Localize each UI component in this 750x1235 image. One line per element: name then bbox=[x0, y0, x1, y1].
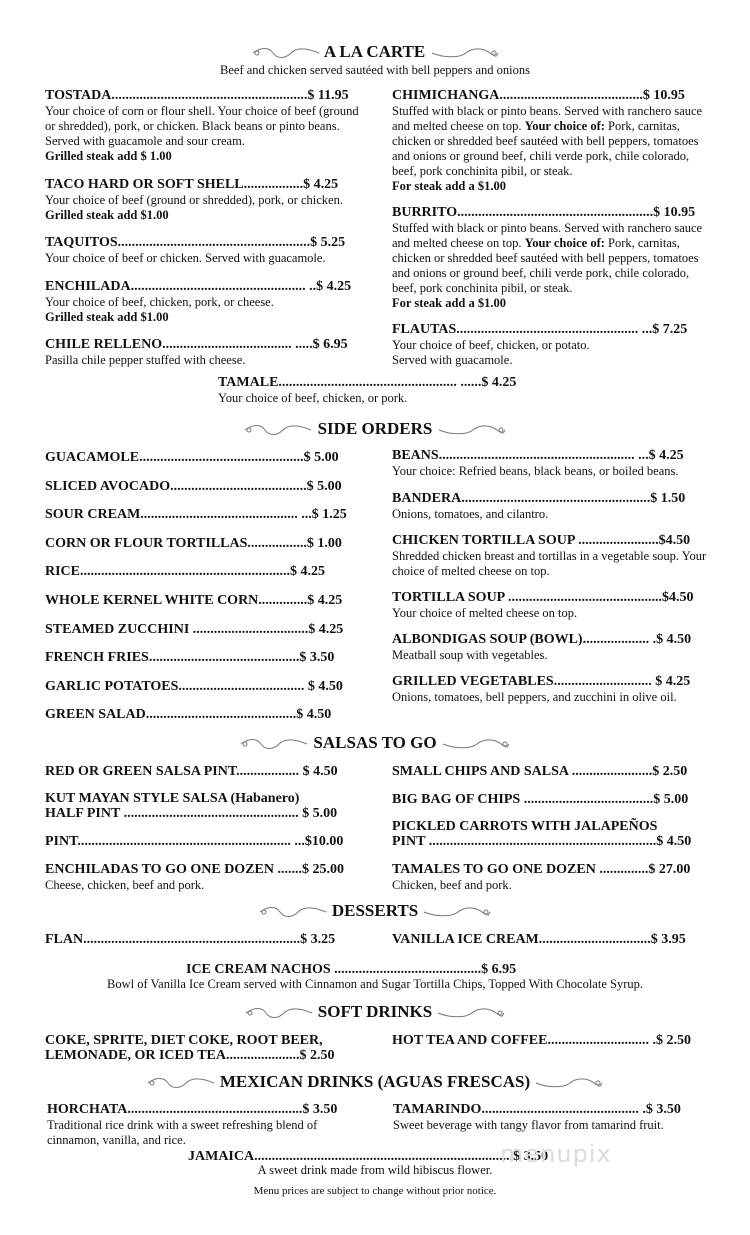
item-line: TOSTADA........................................................$ 11.95 bbox=[45, 88, 349, 103]
menu-item-bandera bbox=[392, 490, 707, 522]
salsa-item-name: PICKLED CARROTS WITH JALAPEÑOS bbox=[392, 819, 658, 834]
item-extra: For steak add a $1.00 bbox=[392, 179, 507, 193]
drink-item-name: COKE, SPRITE, DIET COKE, ROOT BEER, bbox=[45, 1033, 323, 1048]
section-title: SOFT DRINKS bbox=[317, 1002, 433, 1021]
menu-item-albondigas bbox=[392, 631, 707, 663]
drink-item: LEMONADE, OR ICED TEA.....................$ 2.50 bbox=[45, 1048, 335, 1063]
item-desc: Pork, carnitas, chicken or shredded beef sautéed with bell peppers, tomatoes and onions or ground beef, chili verde pork, chile colorado, beef, pork conchinita pibil, or steak. bbox=[392, 119, 699, 178]
item-line: FLAUTAS.................................................... ...$ 7.25 bbox=[392, 322, 688, 337]
side-item: WHOLE KERNEL WHITE CORN..............$ 4.25 bbox=[45, 592, 343, 608]
side-item: SLICED AVOCADO.......................................$ 5.00 bbox=[45, 478, 342, 494]
section-a-la-carte bbox=[0, 42, 750, 62]
item-line: ALBONDIGAS SOUP (BOWL)................... .$ 4.50 bbox=[392, 632, 692, 647]
section-title: A LA CARTE bbox=[323, 42, 426, 61]
item-desc: A sweet drink made from wild hibiscus flower. bbox=[257, 1163, 493, 1177]
menu-item-grilled-vegetables bbox=[392, 673, 707, 705]
menu-item-tamarindo bbox=[393, 1101, 708, 1133]
scroll-ornament-icon bbox=[430, 46, 500, 60]
item-line: ENCHILADAS TO GO ONE DOZEN .......$ 25.00 bbox=[45, 862, 344, 877]
section-side-orders bbox=[0, 419, 750, 439]
item-extra: For steak add a $1.00 bbox=[392, 296, 507, 310]
menu-item-enchilada bbox=[45, 278, 360, 325]
item-line: TORTILLA SOUP ............................................$4.50 bbox=[392, 590, 694, 605]
scroll-ornament-icon bbox=[437, 423, 507, 437]
scroll-ornament-icon bbox=[146, 1076, 216, 1090]
section-mexican-drinks bbox=[0, 1072, 750, 1092]
menu-item-chimichanga bbox=[392, 87, 707, 194]
salsa-item: HALF PINT .................................................. $ 5.00 bbox=[45, 806, 338, 821]
scroll-ornament-icon bbox=[244, 1006, 314, 1020]
scroll-ornament-icon bbox=[258, 905, 328, 919]
dessert-item: FLAN..............................................................$ 3.25 bbox=[45, 932, 336, 947]
item-desc: Your choice of beef (ground or shredded), pork, or chicken. bbox=[45, 193, 343, 207]
menu-item-chile-relleno bbox=[45, 336, 360, 368]
item-desc: Onions, tomatoes, and cilantro. bbox=[392, 507, 549, 521]
item-desc: Sweet beverage with tangy flavor from tamarind fruit. bbox=[393, 1118, 664, 1132]
section-title: MEXICAN DRINKS (AGUAS FRESCAS) bbox=[219, 1072, 531, 1091]
item-desc: Your choice: Refried beans, black beans, or boiled beans. bbox=[392, 464, 679, 478]
salsa-item-name: KUT MAYAN STYLE SALSA (Habanero) bbox=[45, 791, 300, 806]
menu-item-flautas bbox=[392, 321, 707, 368]
item-line: BANDERA......................................................$ 1.50 bbox=[392, 491, 686, 506]
section-desserts bbox=[0, 901, 750, 921]
side-item: SOUR CREAM............................................. ...$ 1.25 bbox=[45, 507, 347, 523]
item-line: CHILE RELLENO..................................... .....$ 6.95 bbox=[45, 337, 348, 352]
item-line: CHICKEN TORTILLA SOUP .......................$4.50 bbox=[392, 533, 691, 548]
salsa-item: PINT............................................................. ...$10.00 bbox=[45, 834, 344, 849]
item-desc: Your choice of corn or flour shell. Your choice of beef (ground or shredded), pork, or chicken. Black beans or pinto beans. Served with guacamole and sour cream. bbox=[45, 104, 359, 148]
side-item: STEAMED ZUCCHINI .................................$ 4.25 bbox=[45, 621, 344, 637]
item-desc: Shredded chicken breast and tortillas in a vegetable soup. Your choice of melted cheese on top. bbox=[392, 549, 707, 578]
menu-item-tamales-to-go bbox=[392, 861, 707, 893]
side-item: FRENCH FRIES...........................................$ 3.50 bbox=[45, 650, 335, 666]
dessert-item: ICE CREAM NACHOS ..........................................$ 6.95 bbox=[186, 962, 517, 977]
side-item: RICE............................................................$ 4.25 bbox=[45, 564, 326, 580]
menu-item-tamale bbox=[218, 374, 538, 406]
item-line: CHIMICHANGA.........................................$ 10.95 bbox=[392, 88, 685, 103]
item-desc: Bowl of Vanilla Ice Cream served with Cinnamon and Sugar Tortilla Chips, Topped With Chocolate Syrup. bbox=[107, 977, 643, 991]
drink-item: HOT TEA AND COFFEE............................. .$ 2.50 bbox=[392, 1033, 691, 1048]
item-desc: Your choice of beef or chicken. Served with guacamole. bbox=[45, 251, 326, 265]
salsa-item: RED OR GREEN SALSA PINT.................. $ 4.50 bbox=[45, 764, 338, 779]
scroll-ornament-icon bbox=[239, 737, 309, 751]
salsa-item: BIG BAG OF CHIPS .....................................$ 5.00 bbox=[392, 792, 689, 807]
item-line: GRILLED VEGETABLES............................ $ 4.25 bbox=[392, 674, 691, 689]
menu-item-taco bbox=[45, 176, 360, 223]
salsa-item: SMALL CHIPS AND SALSA .......................$ 2.50 bbox=[392, 764, 688, 779]
item-line: TAMALES TO GO ONE DOZEN ..............$ 27.00 bbox=[392, 862, 691, 877]
scroll-ornament-icon bbox=[251, 46, 321, 60]
menu-item-tostada bbox=[45, 87, 360, 164]
section-title: DESSERTS bbox=[331, 901, 419, 920]
menu-item-enchiladas-to-go bbox=[45, 861, 360, 893]
item-line: ENCHILADA.................................................. ..$ 4.25 bbox=[45, 279, 352, 294]
side-item: GUACAMOLE...............................................$ 5.00 bbox=[45, 450, 339, 465]
item-desc-2: Served with guacamole. bbox=[392, 353, 513, 367]
item-line: BURRITO........................................................$ 10.95 bbox=[392, 205, 696, 220]
item-desc: Traditional rice drink with a sweet refreshing blend of cinnamon, vanilla, and rice. bbox=[47, 1118, 318, 1147]
scroll-ornament-icon bbox=[422, 905, 492, 919]
item-desc: Onions, tomatoes, bell peppers, and zucchini in olive oil. bbox=[392, 690, 677, 704]
section-subtitle: Beef and chicken served sautéed with bell peppers and onions bbox=[220, 63, 530, 77]
dessert-item: VANILLA ICE CREAM................................$ 3.95 bbox=[392, 932, 686, 947]
scroll-ornament-icon bbox=[436, 1006, 506, 1020]
side-orders-left-list bbox=[45, 449, 360, 735]
item-choice: Your choice of: bbox=[524, 119, 605, 133]
menu-item-beans bbox=[392, 447, 707, 479]
menu-item-chicken-tortilla-soup bbox=[392, 532, 707, 579]
scroll-ornament-icon bbox=[243, 423, 313, 437]
section-soft-drinks bbox=[0, 1002, 750, 1022]
side-item: GREEN SALAD...........................................$ 4.50 bbox=[45, 707, 332, 723]
item-desc: Meatball soup with vegetables. bbox=[392, 648, 548, 662]
item-line: TAMARINDO............................................. .$ 3.50 bbox=[393, 1102, 681, 1117]
item-desc: Pork, carnitas, chicken or shredded beef sautéed with bell peppers, tomatoes and onions or ground beef, chili verde pork, chile colorado, beef, pork conchinita pibil, or steak. bbox=[392, 236, 699, 295]
item-desc: Your choice of beef, chicken, pork, or cheese. bbox=[45, 295, 274, 309]
item-desc: Your choice of melted cheese on top. bbox=[392, 606, 578, 620]
menu-item-jamaica: JAMAICA..........................................................................$ 3.50 bbox=[188, 1149, 549, 1164]
scroll-ornament-icon bbox=[441, 737, 511, 751]
section-title: SIDE ORDERS bbox=[317, 419, 433, 438]
item-extra: Grilled steak add $ 1.00 bbox=[45, 149, 172, 163]
menu-item-taquitos bbox=[45, 234, 360, 266]
item-extra: Grilled steak add $1.00 bbox=[45, 310, 169, 324]
scroll-ornament-icon bbox=[534, 1076, 604, 1090]
menu-item-horchata bbox=[47, 1101, 362, 1148]
menu-item-tortilla-soup bbox=[392, 589, 707, 621]
footer-note: Menu prices are subject to change without prior notice. bbox=[253, 1185, 497, 1197]
item-desc: Pasilla chile pepper stuffed with cheese. bbox=[45, 353, 246, 367]
item-desc: Stuffed with black or pinto beans. Served with ranchero sauce and melted cheese on top. bbox=[392, 221, 703, 250]
section-salsas-to-go bbox=[0, 733, 750, 753]
side-item: GARLIC POTATOES.................................... $ 4.50 bbox=[45, 678, 343, 694]
item-extra: Grilled steak add $1.00 bbox=[45, 208, 169, 222]
watermark: menupix bbox=[500, 1140, 612, 1168]
item-line: TACO HARD OR SOFT SHELL.................$ 4.25 bbox=[45, 177, 339, 192]
item-line: TAMALE................................................... ......$ 4.25 bbox=[218, 375, 517, 390]
item-choice: Your choice of: bbox=[524, 236, 605, 250]
item-desc: Chicken, beef and pork. bbox=[392, 878, 512, 892]
item-line: TAQUITOS.......................................................$ 5.25 bbox=[45, 235, 346, 250]
salsa-item: PINT .................................................................$ 4.50 bbox=[392, 834, 692, 849]
menu-item-burrito bbox=[392, 204, 707, 311]
item-desc: Your choice of beef, chicken, or pork. bbox=[218, 391, 408, 405]
item-line: BEANS........................................................ ...$ 4.25 bbox=[392, 448, 684, 463]
item-desc: Stuffed with black or pinto beans. Served with ranchero sauce and melted cheese on top. bbox=[392, 104, 703, 133]
item-desc: Cheese, chicken, beef and pork. bbox=[45, 878, 205, 892]
section-title: SALSAS TO GO bbox=[313, 733, 437, 752]
side-item: CORN OR FLOUR TORTILLAS.................$ 1.00 bbox=[45, 535, 342, 551]
item-line: HORCHATA..................................................$ 3.50 bbox=[47, 1102, 338, 1117]
item-desc: Your choice of beef, chicken, or potato. bbox=[392, 338, 590, 352]
